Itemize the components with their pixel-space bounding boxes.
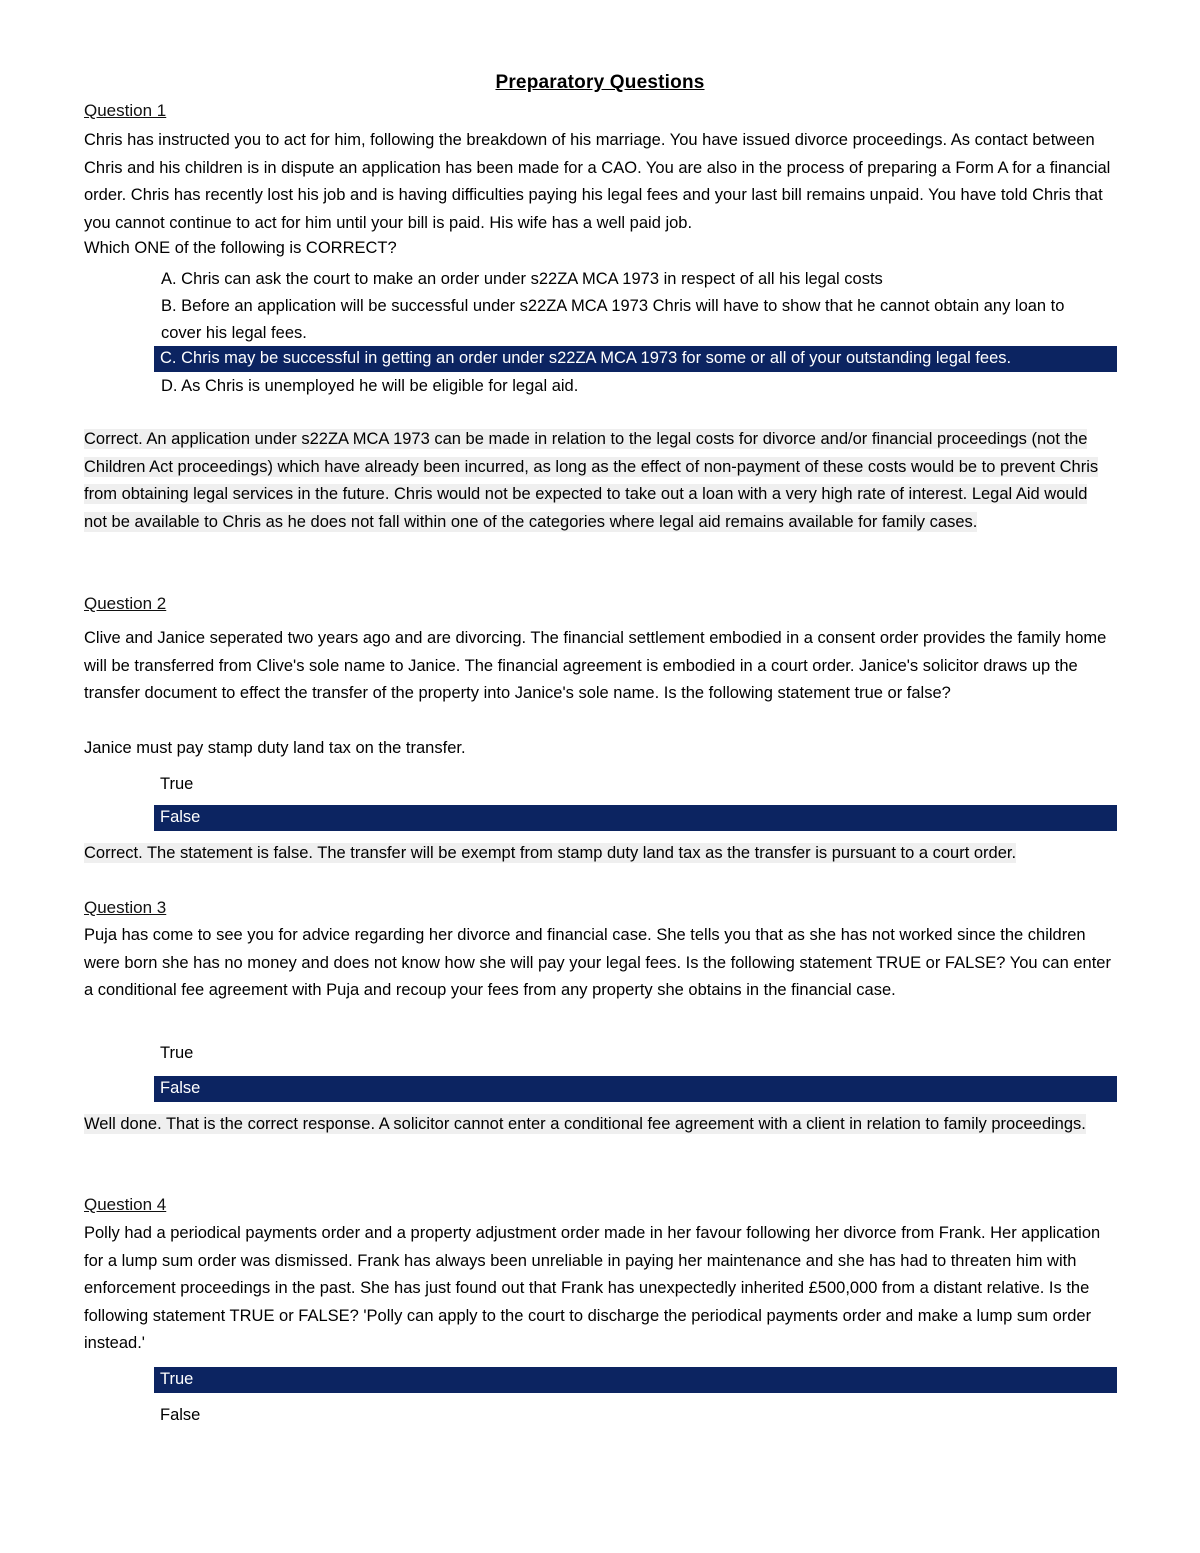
question-2-option-true[interactable]: True xyxy=(160,775,194,793)
question-1-option-b[interactable]: B. Before an application will be successful under s22ZA MCA 1973 Chris will have to show that he cannot obtain any loan to cover his legal fees. xyxy=(161,297,1065,342)
question-3-heading: Question 3 xyxy=(84,898,167,917)
question-4-option-false[interactable]: False xyxy=(160,1406,201,1424)
question-1-option-d[interactable]: D. As Chris is unemployed he will be eligible for legal aid. xyxy=(161,377,579,395)
question-4-option-true-selected[interactable]: True xyxy=(154,1367,1117,1393)
question-4-text: Polly had a periodical payments order and a property adjustment order made in her favour following her divorce from Frank. Her application for a lump sum order was dismissed. Frank has always been unreliable in paying her maintenance and she has had to threaten him with enforcement proceedings in the past. She has just found out that Frank has unexpectedly inherited £500,000 from a distant relative. Is the following statement TRUE or FALSE? 'Polly can apply to the court to discharge the periodical payments order and make a lump sum order instead.' xyxy=(84,1224,1101,1352)
question-2-statement: Janice must pay stamp duty land tax on the transfer. xyxy=(84,739,466,757)
question-2-feedback xyxy=(84,840,1114,868)
question-2-text: Clive and Janice seperated two years ago and are divorcing. The financial settlement embodied in a consent order provides the family home will be transferred from Clive's sole name to Janice. The financial agreement is embodied in a court order. Janice's solicitor draws up the transfer document to effect the transfer of the property into Janice's sole name. Is the following statement true or false? xyxy=(84,629,1107,702)
question-1-heading: Question 1 xyxy=(84,101,167,120)
question-3-feedback xyxy=(84,1111,1114,1139)
question-4-heading: Question 4 xyxy=(84,1195,167,1214)
question-1-feedback xyxy=(84,426,1114,536)
question-2-heading: Question 2 xyxy=(84,594,167,613)
question-3-feedback-text: Well done. That is the correct response. A solicitor cannot enter a conditional fee agreement with a client in relation to family proceedings. xyxy=(84,1115,1086,1133)
question-1-prompt: Which ONE of the following is CORRECT? xyxy=(84,239,397,257)
question-3-option-true[interactable]: True xyxy=(160,1044,194,1062)
question-3-text: Puja has come to see you for advice regarding her divorce and financial case. She tells you that as she has not worked since the children were born she has no money and does not know how she will pay your legal fees. Is the following statement TRUE or FALSE? You can enter a conditional fee agreement with Puja and recoup your fees from any property she obtains in the financial case. xyxy=(84,926,1111,999)
question-1-option-a[interactable]: A. Chris can ask the court to make an order under s22ZA MCA 1973 in respect of all his legal costs xyxy=(161,270,883,288)
question-1-text: Chris has instructed you to act for him, following the breakdown of his marriage. You have issued divorce proceedings. As contact between Chris and his children is in dispute an application has been made for a CAO. You are also in the process of preparing a Form A for a financial order. Chris has recently lost his job and is having difficulties paying his legal fees and your last bill remains unpaid. You have told Chris that you cannot continue to act for him until your bill is paid. His wife has a well paid job. xyxy=(84,131,1111,232)
question-2-feedback-text: Correct. The statement is false. The transfer will be exempt from stamp duty land tax as the transfer is pursuant to a court order. xyxy=(84,844,1017,862)
question-3-option-false-selected[interactable]: False xyxy=(154,1076,1117,1102)
question-1-option-c-selected[interactable]: C. Chris may be successful in getting an order under s22ZA MCA 1973 for some or all of your outstanding legal fees. xyxy=(154,346,1117,372)
question-2-option-false-selected[interactable]: False xyxy=(154,805,1117,831)
page-title: Preparatory Questions xyxy=(495,72,705,93)
question-1-feedback-text: Correct. An application under s22ZA MCA 1973 can be made in relation to the legal costs for divorce and/or financial proceedings (not the Children Act proceedings) which have already been incurred, as long as the effect of non-payment of these costs would be to prevent Chris from obtaining legal services in the future. Chris would not be expected to take out a loan with a very high rate of interest. Legal Aid would not be available to Chris as he does not fall within one of the categories where legal aid remains available for family cases. xyxy=(84,430,1099,531)
